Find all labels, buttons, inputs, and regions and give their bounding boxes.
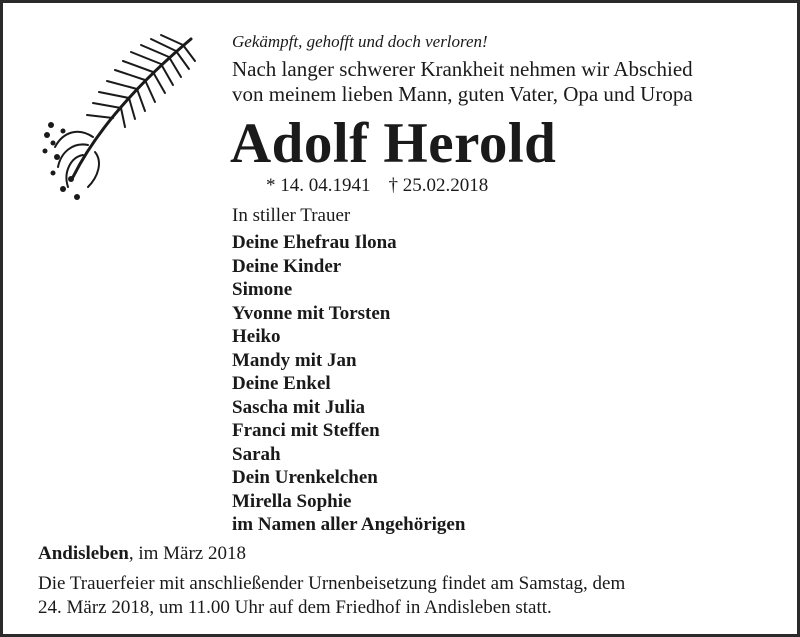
- funeral-line: Die Trauerfeier mit anschließender Urnenbeisetzung findet am Samstag, dem: [38, 573, 626, 594]
- family-member: Dein Urenkelchen: [232, 467, 378, 488]
- death-date: † 25.02.2018: [388, 175, 489, 196]
- lead-line: von meinem lieben Mann, guten Vater, Opa und Uropa: [232, 82, 693, 106]
- family-member: Sarah: [232, 443, 281, 465]
- family-member: Mirella Sophie: [232, 490, 352, 512]
- funeral-line: 24. März 2018, um 11.00 Uhr auf dem Friedhof in Andisleben statt.: [38, 597, 552, 618]
- family-member: Simone: [232, 279, 293, 300]
- family-list: [232, 231, 465, 537]
- family-member: Heiko: [232, 326, 281, 347]
- family-member: Franci mit Steffen: [232, 420, 380, 441]
- family-member: Deine Kinder: [232, 255, 342, 277]
- family-member: Sascha mit Julia: [232, 396, 366, 418]
- palm-branch-icon: [33, 27, 203, 202]
- family-member: Mandy mit Jan: [232, 349, 357, 371]
- deceased-name: Adolf Herold: [230, 112, 557, 175]
- mourning-line: In stiller Trauer: [232, 205, 351, 226]
- family-member: Deine Enkel: [232, 373, 331, 394]
- place-date-text: , im März 2018: [128, 543, 246, 564]
- lead-text: [232, 57, 693, 107]
- family-member: Yvonne mit Torsten: [232, 302, 391, 324]
- place-date: [38, 542, 246, 566]
- funeral-notice: [38, 572, 778, 620]
- family-member: im Namen aller Angehörigen: [232, 514, 466, 535]
- birth-date: * 14. 04.1941: [266, 175, 371, 196]
- place-town: Andisleben: [38, 543, 129, 564]
- family-member: Deine Ehefrau Ilona: [232, 232, 397, 253]
- intro-line: Gekämpft, gehofft und doch verloren!: [232, 32, 488, 51]
- lead-line: Nach langer schwerer Krankheit nehmen wir Abschied: [232, 57, 693, 81]
- life-dates: [266, 174, 488, 198]
